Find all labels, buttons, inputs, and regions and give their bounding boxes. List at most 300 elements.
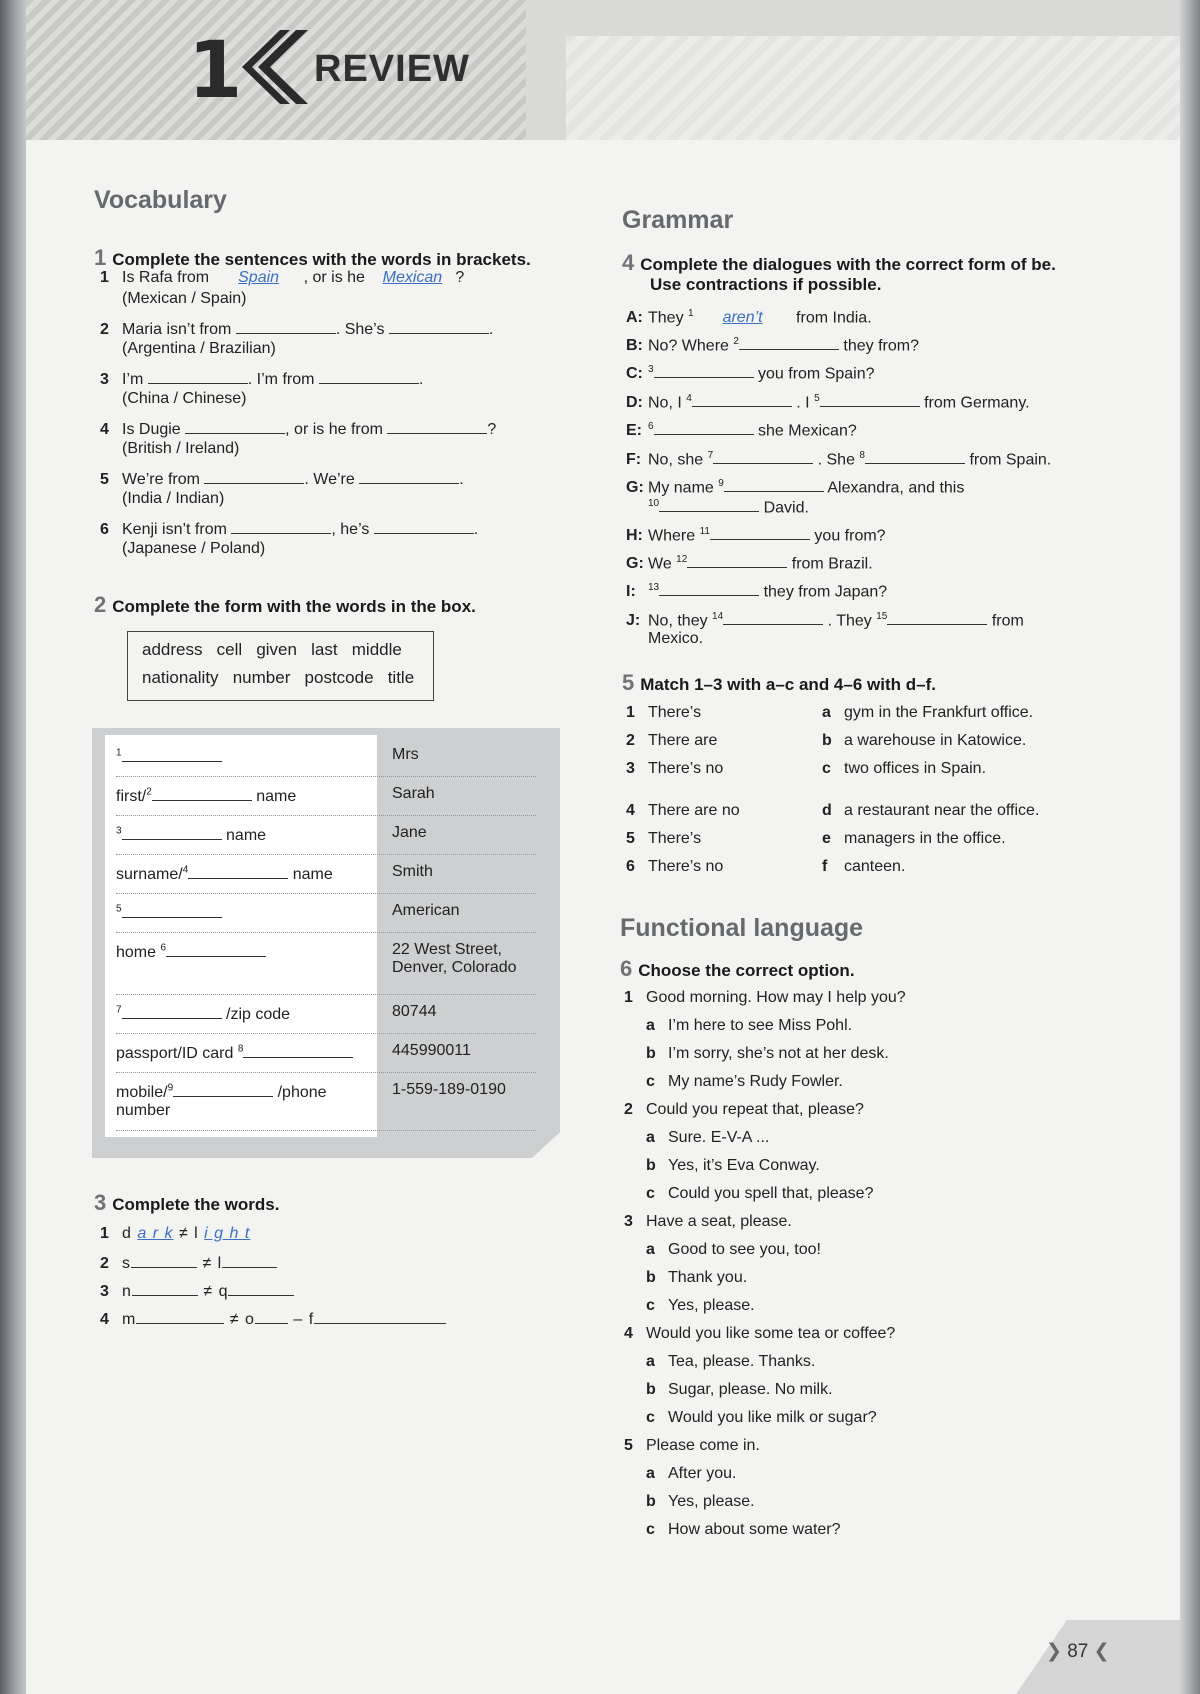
grammar-title: Grammar <box>622 206 734 234</box>
answer-blank[interactable] <box>659 496 759 512</box>
exercise-4-instruction-2: Use contractions if possible. <box>650 275 882 294</box>
answer-blank[interactable] <box>389 318 489 334</box>
answer-blank[interactable] <box>724 476 824 492</box>
item-number: 4 <box>100 421 109 438</box>
dialogue-text: No? Where <box>648 337 729 355</box>
letter-blanks[interactable] <box>314 1308 446 1324</box>
match-left-item <box>626 830 701 848</box>
letter-blanks[interactable] <box>228 1280 294 1296</box>
question-line <box>624 1212 792 1232</box>
answer-blank[interactable] <box>319 368 419 384</box>
form-row <box>116 933 536 995</box>
form-value-line: 80744 <box>392 1003 437 1020</box>
match-left-item <box>626 704 701 722</box>
question-line <box>624 1100 864 1120</box>
answer-blank[interactable] <box>687 552 787 568</box>
superscript-number: 10 <box>648 498 660 509</box>
form-value <box>392 1042 471 1060</box>
option-letter: c <box>646 1297 655 1314</box>
superscript-number: 2 <box>733 336 739 347</box>
superscript-number: 1 <box>116 747 122 759</box>
sentence-text: . She’s <box>335 321 385 338</box>
form-value <box>392 746 419 764</box>
sentence-line <box>100 418 496 440</box>
dialogue-text: they from? <box>843 337 919 355</box>
exercise-number: 6 <box>620 956 633 981</box>
word-box <box>127 631 434 701</box>
option-line[interactable] <box>646 1268 747 1288</box>
option-line[interactable] <box>646 1072 843 1092</box>
answer-blank[interactable] <box>659 580 759 596</box>
answer-blank[interactable] <box>387 418 487 434</box>
option-text: After you. <box>668 1465 737 1482</box>
page-number: ❯ 87 ❮ <box>1046 1641 1110 1662</box>
field-suffix: /phone <box>277 1084 327 1101</box>
form-value <box>392 1081 506 1099</box>
sentence-line <box>100 318 493 340</box>
option-letter: b <box>646 1493 656 1510</box>
item-letter: f <box>822 858 828 875</box>
sentence-text: . <box>488 321 494 338</box>
exercise-number: 3 <box>94 1190 107 1215</box>
match-right-item <box>822 830 1006 848</box>
item-number: 2 <box>626 732 635 749</box>
question-line <box>624 1436 760 1456</box>
bracket-hint: (Argentina / Brazilian) <box>122 340 276 357</box>
sentence-text: , he’s <box>331 521 370 538</box>
speaker-label: G: <box>626 479 644 497</box>
answer-blank[interactable] <box>236 318 336 334</box>
sentence-text: Is Rafa from <box>122 269 210 286</box>
answer-blank[interactable] <box>865 448 965 464</box>
opposite-start: ≠ o <box>229 1311 255 1328</box>
option-text: Tea, please. Thanks. <box>668 1353 816 1370</box>
sentence-text: , or is he <box>303 269 365 286</box>
option-line[interactable] <box>646 1464 736 1484</box>
option-letter: b <box>646 1381 656 1398</box>
item-number: 2 <box>624 1101 633 1118</box>
dialogue-line <box>626 578 887 602</box>
page-edge <box>1180 0 1200 1694</box>
dialogue-line <box>626 550 873 574</box>
answer-blank[interactable] <box>148 368 248 384</box>
superscript-number: 14 <box>712 611 724 622</box>
dialogue-text: We <box>648 555 672 573</box>
form-value <box>392 941 517 977</box>
vocabulary-title: Vocabulary <box>94 186 227 214</box>
chevron-left-icon <box>238 30 308 104</box>
word-start: d <box>122 1225 132 1242</box>
item-number: 1 <box>100 1225 110 1242</box>
item-number: 3 <box>100 371 109 388</box>
form-blank[interactable] <box>122 902 222 918</box>
item-letter: d <box>822 802 832 819</box>
form-value <box>392 1003 437 1021</box>
speaker-label: H: <box>626 527 643 545</box>
form-value-line: Denver, Colorado <box>392 959 517 976</box>
word-box-line: address cell given last middle <box>142 640 402 659</box>
bracket-hint: (India / Indian) <box>122 490 225 507</box>
exercise-number: 5 <box>622 670 635 695</box>
exercise-number: 1 <box>94 245 107 270</box>
filled-answer: a r k <box>137 1225 174 1242</box>
opposite-start: ≠ l <box>178 1225 199 1242</box>
option-text: Could you spell that, please? <box>668 1185 874 1202</box>
form-blank[interactable] <box>122 746 222 762</box>
form-value-line: 1-559-189-0190 <box>392 1081 506 1098</box>
sentence-text: , or is he from <box>285 421 383 438</box>
answer-blank[interactable] <box>204 468 304 484</box>
letter-blanks[interactable] <box>222 1252 277 1268</box>
form-blank[interactable] <box>188 863 288 879</box>
item-letter: c <box>822 760 831 777</box>
superscript-number: 9 <box>167 1082 174 1094</box>
dialogue-text: My name <box>648 479 714 497</box>
option-line[interactable] <box>646 1128 769 1148</box>
option-line[interactable] <box>646 1240 821 1260</box>
option-line[interactable] <box>646 1520 841 1540</box>
option-line[interactable] <box>646 1016 852 1036</box>
match-text: managers in the office. <box>844 830 1006 847</box>
match-text: a warehouse in Katowice. <box>844 732 1027 749</box>
match-text: two offices in Spain. <box>844 760 987 777</box>
word-line <box>100 1224 250 1244</box>
sentence-text: . <box>473 521 479 538</box>
item-number: 1 <box>626 704 635 721</box>
functional-language-title: Functional language <box>620 914 864 942</box>
form-blank[interactable] <box>122 824 222 840</box>
field-prefix: first/ <box>116 788 147 805</box>
dialogue-line <box>626 389 1030 413</box>
option-line[interactable] <box>646 1380 833 1400</box>
dialogue-line <box>626 446 1051 470</box>
form-value <box>392 824 427 842</box>
speaker-label: F: <box>626 451 642 469</box>
dialogue-line <box>626 304 872 328</box>
word-start: n <box>122 1283 132 1300</box>
sentence-text: . <box>418 371 424 388</box>
question-line <box>624 988 906 1008</box>
chevron-right-icon: ❯ <box>1046 1641 1062 1662</box>
option-text: Sugar, please. No milk. <box>668 1381 833 1398</box>
answer-blank[interactable] <box>739 334 839 350</box>
match-right-item <box>822 732 1026 750</box>
filled-answer: i g h t <box>204 1225 251 1242</box>
form-blank[interactable] <box>243 1042 353 1058</box>
dialogue-text: No, I <box>648 394 682 412</box>
letter-blanks[interactable] <box>136 1308 224 1324</box>
item-number: 2 <box>100 1255 110 1272</box>
dialogue-line <box>626 417 857 441</box>
speaker-label: D: <box>626 394 643 412</box>
dialogue-text: from Brazil. <box>791 555 873 573</box>
answer-blank[interactable] <box>713 448 813 464</box>
opposite-start: ≠ l <box>202 1255 223 1272</box>
item-number: 5 <box>626 830 635 847</box>
filled-answer: Spain <box>238 269 280 286</box>
speaker-label: J: <box>626 612 641 630</box>
item-number: 4 <box>100 1311 110 1328</box>
option-line[interactable] <box>646 1352 815 1372</box>
superscript-number: 3 <box>648 364 654 375</box>
option-text: Good to see you, too! <box>668 1241 821 1258</box>
bracket-hint: (Japanese / Poland) <box>122 540 266 557</box>
option-letter: a <box>646 1353 655 1370</box>
sentence-text: . <box>459 471 464 488</box>
header-light <box>566 36 1186 140</box>
dialogue-text: from India. <box>796 309 872 327</box>
match-left-item <box>626 732 717 750</box>
form-value-line: Mrs <box>392 746 419 763</box>
superscript-number: 8 <box>237 1043 244 1055</box>
form-value <box>392 902 460 920</box>
match-text: There’s no <box>648 760 724 777</box>
item-number: 6 <box>626 858 635 875</box>
dialogue-line <box>626 494 809 518</box>
form-field-label <box>116 785 296 806</box>
dialogue-text: she Mexican? <box>758 422 857 440</box>
option-line[interactable] <box>646 1044 889 1064</box>
match-right-item <box>822 704 1033 722</box>
exercise-number: 4 <box>622 250 635 275</box>
form-field-label <box>116 746 222 767</box>
superscript-number: 7 <box>116 1004 122 1016</box>
item-number: 1 <box>624 989 633 1006</box>
option-letter: b <box>646 1157 656 1174</box>
filled-answer: Mexican <box>382 269 443 286</box>
dialogue-text: David. <box>763 499 809 517</box>
option-text: Yes, please. <box>668 1493 755 1510</box>
item-number: 6 <box>100 521 109 538</box>
dialogue-text: No, they <box>648 612 708 630</box>
speaker-label: A: <box>626 309 643 327</box>
form-row <box>116 855 536 894</box>
word-start: s <box>122 1255 131 1272</box>
sentence-line <box>100 368 423 390</box>
question-text: Would you like some tea or coffee? <box>646 1325 896 1342</box>
word-line <box>100 1280 294 1302</box>
speaker-label: G: <box>626 555 644 573</box>
option-line[interactable] <box>646 1408 877 1428</box>
option-letter: a <box>646 1017 655 1034</box>
speaker-label: I: <box>626 583 636 601</box>
superscript-number: 2 <box>146 786 152 798</box>
answer-blank[interactable] <box>231 518 331 534</box>
option-text: Would you like milk or sugar? <box>668 1409 877 1426</box>
superscript-number: 6 <box>160 942 167 954</box>
question-line <box>624 1324 895 1344</box>
question-text: Please come in. <box>646 1437 760 1454</box>
superscript-number: 15 <box>876 611 888 622</box>
option-letter: a <box>646 1465 655 1482</box>
dialogue-text: No, she <box>648 451 704 469</box>
item-number: 1 <box>100 269 109 286</box>
answer-blank[interactable] <box>359 468 459 484</box>
sentence-line <box>100 468 464 490</box>
option-text: Sure. E-V-A ... <box>668 1129 770 1146</box>
option-text: My name’s Rudy Fowler. <box>668 1073 843 1090</box>
superscript-number: 4 <box>182 864 189 876</box>
form-field-label <box>116 902 222 923</box>
form-value-line: American <box>392 902 460 919</box>
answer-blank[interactable] <box>654 419 754 435</box>
dialogue-line <box>626 332 919 356</box>
match-text: There are no <box>648 802 740 819</box>
dialogue-text: Mexico. <box>648 630 704 647</box>
answer-blank[interactable] <box>374 518 474 534</box>
answer-blank[interactable] <box>820 391 920 407</box>
option-letter: a <box>646 1129 655 1146</box>
dialogue-text: from Spain. <box>969 451 1052 469</box>
dialogue-text: from <box>991 612 1024 630</box>
item-number: 3 <box>100 1283 110 1300</box>
form-field-label <box>116 1042 353 1063</box>
chapter-title: REVIEW <box>314 48 470 90</box>
sentence-text: Kenji isn’t from <box>122 521 227 538</box>
option-line[interactable] <box>646 1156 820 1176</box>
match-left-item <box>626 760 723 778</box>
option-text: Thank you. <box>668 1269 748 1286</box>
dialogue-text: you from? <box>814 527 886 545</box>
option-letter: a <box>646 1241 655 1258</box>
option-line[interactable] <box>646 1184 873 1204</box>
answer-blank[interactable] <box>887 609 987 625</box>
match-right-item <box>822 760 986 778</box>
superscript-number: 13 <box>648 582 660 593</box>
superscript-number: 4 <box>686 393 692 404</box>
item-number: 4 <box>626 802 635 819</box>
dialogue-text: Alexandra, and this <box>827 479 965 497</box>
item-number: 2 <box>100 321 109 338</box>
letter-blanks[interactable] <box>131 1252 197 1268</box>
item-letter: a <box>822 704 831 721</box>
form-field-label <box>116 1081 327 1120</box>
exercise-6-instruction: 6 Choose the correct option. <box>620 956 855 981</box>
form-value-line: Jane <box>392 824 427 841</box>
option-text: I’m sorry, she’s not at her desk. <box>668 1045 889 1062</box>
form-blank[interactable] <box>152 785 252 801</box>
superscript-number: 9 <box>718 478 724 489</box>
option-letter: b <box>646 1269 656 1286</box>
chapter-number: 1 <box>188 26 239 116</box>
answer-blank[interactable] <box>692 391 792 407</box>
superscript-number: 6 <box>648 421 654 432</box>
field-suffix: name <box>292 866 333 883</box>
form-row <box>116 1034 536 1073</box>
superscript-number: 5 <box>116 903 122 915</box>
question-text: Could you repeat that, please? <box>646 1101 864 1118</box>
exercise-3-instruction: 3 Complete the words. <box>94 1190 280 1215</box>
question-text: Good morning. How may I help you? <box>646 989 906 1006</box>
word-start: m <box>122 1311 137 1328</box>
bracket-hint: (British / Ireland) <box>122 440 240 457</box>
sentence-line <box>100 518 478 540</box>
item-number: 4 <box>624 1325 633 1342</box>
item-number: 5 <box>100 471 109 488</box>
answer-blank[interactable] <box>710 524 810 540</box>
superscript-number: 3 <box>116 825 122 837</box>
option-letter: c <box>646 1185 655 1202</box>
superscript-number: 7 <box>707 450 714 461</box>
option-line[interactable] <box>646 1492 755 1512</box>
field-prefix: passport/ID card <box>116 1045 238 1062</box>
field-suffix: name <box>256 788 297 805</box>
match-right-item <box>822 858 905 876</box>
item-number: 3 <box>624 1213 633 1230</box>
item-number: 3 <box>626 760 635 777</box>
dialogue-line <box>626 360 875 384</box>
sentence-text: ? <box>455 269 465 286</box>
form-value-line: 445990011 <box>392 1042 471 1059</box>
option-text: Yes, please. <box>668 1297 755 1314</box>
letter-blanks[interactable] <box>255 1308 288 1324</box>
sentence-text: . We’re <box>304 471 355 488</box>
item-number: 5 <box>624 1437 633 1454</box>
form-value <box>392 863 433 881</box>
answer-blank[interactable] <box>185 418 285 434</box>
speaker-label: B: <box>626 337 643 355</box>
dialogue-text: . She <box>817 451 855 469</box>
letter-blanks[interactable] <box>132 1280 198 1296</box>
match-text: There’s no <box>648 858 724 875</box>
exercise-1-instruction: 1 Complete the sentences with the words in brackets. <box>94 245 531 270</box>
form-blank[interactable] <box>122 1003 222 1019</box>
form-value <box>392 785 435 803</box>
match-text: There’s <box>648 704 702 721</box>
option-letter: b <box>646 1045 656 1062</box>
sentence-text: I’m <box>122 371 144 388</box>
field-prefix: home <box>116 944 161 961</box>
dialogue-text: Where <box>648 527 696 545</box>
dialogue-line <box>626 522 886 546</box>
match-left-item <box>626 802 740 820</box>
form-row <box>116 816 536 855</box>
option-line[interactable] <box>646 1296 755 1316</box>
dialogue-text: . They <box>827 612 872 630</box>
option-text: Yes, it’s Eva Conway. <box>668 1157 820 1174</box>
match-text: There are <box>648 732 718 749</box>
form-blank[interactable] <box>166 941 266 957</box>
exercise-2-instruction: 2 Complete the form with the words in the box. <box>94 592 476 617</box>
form-row <box>116 995 536 1034</box>
form-blank[interactable] <box>173 1081 273 1097</box>
match-right-item <box>822 802 1039 820</box>
superscript-number: 5 <box>814 393 820 404</box>
dialogue-text: . I <box>796 394 810 412</box>
answer-blank[interactable] <box>654 362 754 378</box>
form-field-label <box>116 863 333 884</box>
superscript-number: 1 <box>688 308 694 319</box>
sentence-text: Is Dugie <box>122 421 181 438</box>
field-suffix-line: number <box>116 1102 171 1119</box>
dialogue-line <box>626 629 703 649</box>
speaker-label: C: <box>626 365 643 383</box>
dialogue-text: they from Japan? <box>763 583 888 601</box>
option-letter: c <box>646 1521 655 1538</box>
match-left-item <box>626 858 723 876</box>
word-box-line: nationality number postcode title <box>142 668 415 687</box>
bracket-hint: (China / Chinese) <box>122 390 247 407</box>
form-value-line: 22 West Street, <box>392 941 502 958</box>
speaker-label: E: <box>626 422 642 440</box>
question-text: Have a seat, please. <box>646 1213 792 1230</box>
dialogue-text: from Germany. <box>924 394 1030 412</box>
answer-blank[interactable] <box>723 609 823 625</box>
dialogue-text: you from Spain? <box>758 365 875 383</box>
form-row <box>116 1073 536 1131</box>
dialogue-text: They <box>648 309 684 327</box>
form-row <box>116 894 536 933</box>
